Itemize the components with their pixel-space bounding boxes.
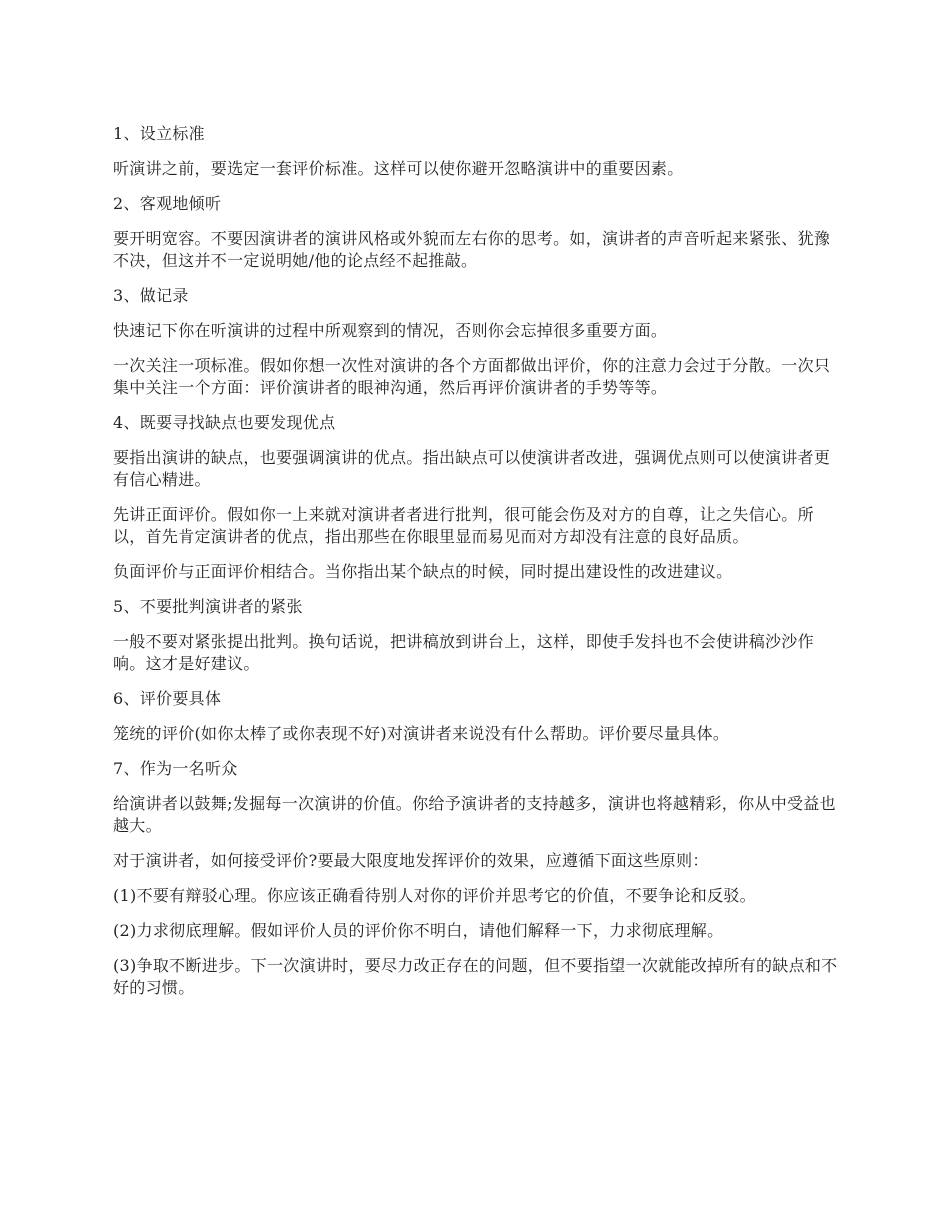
section-heading-7: 7、作为一名听众 — [113, 759, 238, 778]
paragraph: 笼统的评价(如你太棒了或你表现不好)对演讲者来说没有什么帮助。评价要尽量具体。 — [113, 724, 730, 743]
paragraph: 给演讲者以鼓舞;发掘每一次演讲的价值。你给予演讲者的支持越多，演讲也将越精彩，你从中受益也越大。 — [113, 794, 836, 835]
section-heading-6: 6、评价要具体 — [113, 689, 222, 708]
section-heading-1: 1、设立标准 — [113, 124, 205, 143]
paragraph: 负面评价与正面评价相结合。当你指出某个缺点的时候，同时提出建设性的改进建议。 — [113, 562, 733, 581]
paragraph: 先讲正面评价。假如你一上来就对演讲者者进行批判，很可能会伤及对方的自尊，让之失信心。所以，首先肯定演讲者的优点，指出那些在你眼里显而易见而对方却没有注意的良好品质。 — [113, 505, 814, 546]
paragraph: (2)力求彻底理解。假如评价人员的评价你不明白，请他们解释一下，力求彻底理解。 — [113, 921, 724, 940]
paragraph: 一般不要对紧张提出批判。换句话说，把讲稿放到讲台上，这样，即使手发抖也不会使讲稿沙沙作响。这才是好建议。 — [113, 632, 814, 673]
section-heading-4: 4、既要寻找缺点也要发现优点 — [113, 413, 336, 432]
paragraph: (3)争取不断进步。下一次演讲时，要尽力改正存在的问题，但不要指望一次就能改掉所有的缺点和不好的习惯。 — [113, 956, 838, 997]
paragraph: 一次关注一项标准。假如你想一次性对演讲的各个方面都做出评价，你的注意力会过于分散。一次只集中关注一个方面：评价演讲者的眼神沟通，然后再评价演讲者的手势等等。 — [113, 356, 831, 397]
section-heading-5: 5、不要批判演讲者的紧张 — [113, 597, 303, 616]
paragraph: 快速记下你在听演讲的过程中所观察到的情况，否则你会忘掉很多重要方面。 — [113, 321, 668, 340]
paragraph: 对于演讲者，如何接受评价?要最大限度地发挥评价的效果，应遵循下面这些原则： — [113, 851, 709, 870]
paragraph: 要开明宽容。不要因演讲者的演讲风格或外貌而左右你的思考。如，演讲者的声音听起来紧张、犹豫不决，但这并不一定说明她/他的论点经不起推敲。 — [113, 229, 831, 270]
paragraph: 听演讲之前，要选定一套评价标准。这样可以使你避开忽略演讲中的重要因素。 — [113, 159, 684, 178]
section-heading-2: 2、客观地倾听 — [113, 194, 222, 213]
document-page — [113, 123, 843, 1012]
paragraph: 要指出演讲的缺点，也要强调演讲的优点。指出缺点可以使演讲者改进，强调优点则可以使演讲者更有信心精进。 — [113, 448, 831, 489]
section-heading-3: 3、做记录 — [113, 286, 189, 305]
paragraph: (1)不要有辩驳心理。你应该正确看待别人对你的评价并思考它的价值，不要争论和反驳。 — [113, 886, 756, 905]
